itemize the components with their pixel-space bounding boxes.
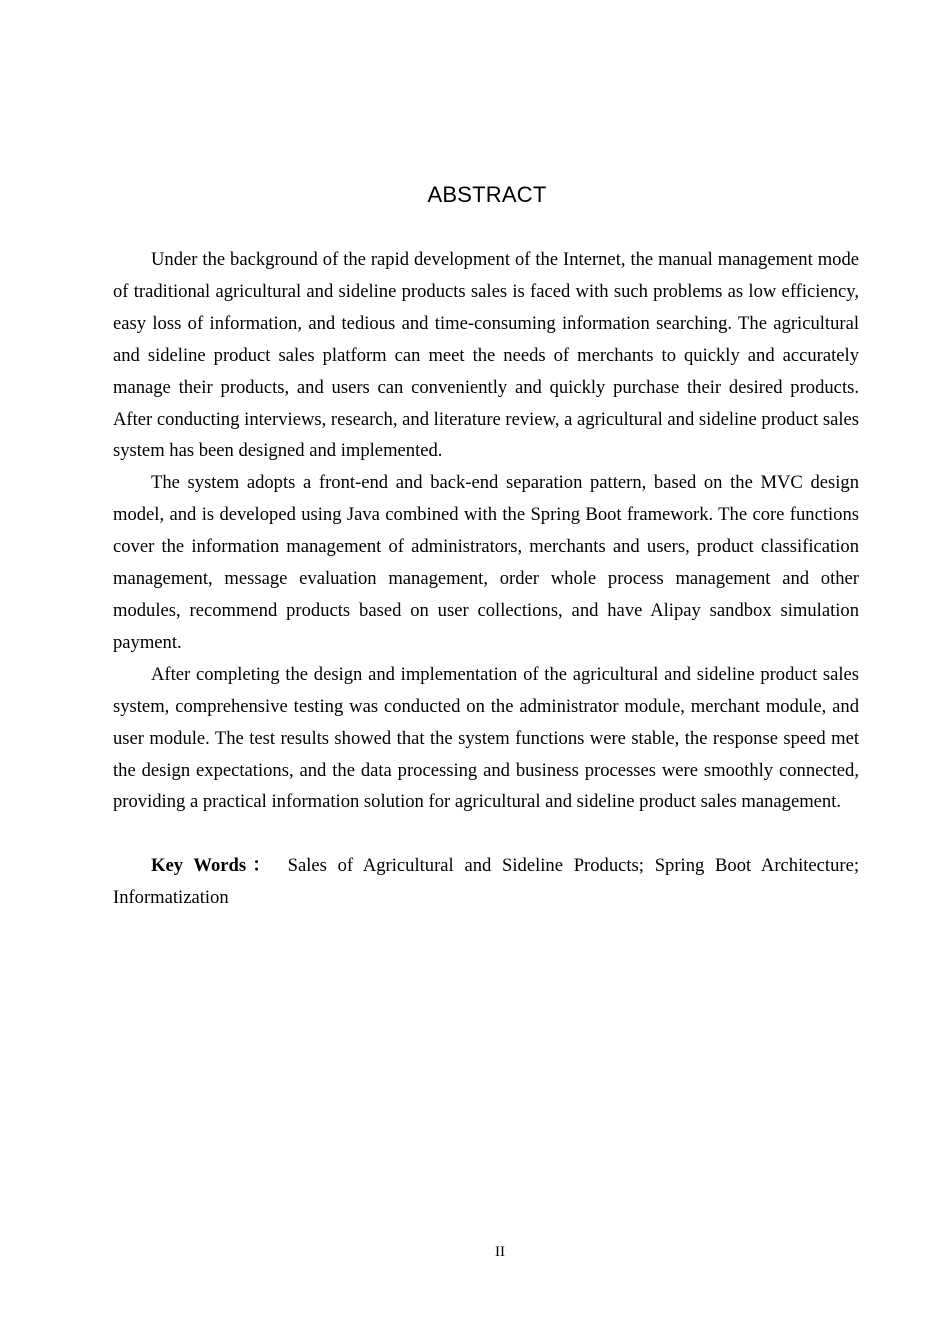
keywords-text: Sales of Agricultural and Sideline Products; Spring Boot Architecture; Informatization (113, 855, 859, 909)
keywords-line (113, 850, 859, 914)
abstract-paragraph-1: Under the background of the rapid development of the Internet, the manual management mode of traditional agricultural and sideline products sales is faced with such problems as low efficiency, easy loss of information, and tedious and time-consuming information searching. The agricultural and sideline product sales platform can meet the needs of merchants to quickly and accurately manage their products, and users can conveniently and quickly purchase their desired products. After conducting interviews, research, and literature review, a agricultural and sideline product sales system has been designed and implemented. (113, 249, 859, 462)
keywords-label: Key Words： (151, 855, 277, 877)
abstract-title: ABSTRACT (427, 182, 547, 207)
abstract-paragraph-3: After completing the design and implementation of the agricultural and sideline product sales system, comprehensive testing was conducted on the administrator module, merchant module, and user module. The test results showed that the system functions were stable, the response speed met the design expectations, and the data processing and business processes were smoothly connected, providing a practical information solution for agricultural and sideline product sales management. (113, 663, 859, 813)
abstract-paragraph-2: The system adopts a front-end and back-end separation pattern, based on the MVC design model, and is developed using Java combined with the Spring Boot framework. The core functions cover the information management of administrators, merchants and users, product classification management, message evaluation management, order whole process management and other modules, recommend products based on user collections, and have Alipay sandbox simulation payment. (113, 472, 859, 653)
abstract-body (113, 244, 859, 914)
page-number: II (495, 1244, 505, 1260)
